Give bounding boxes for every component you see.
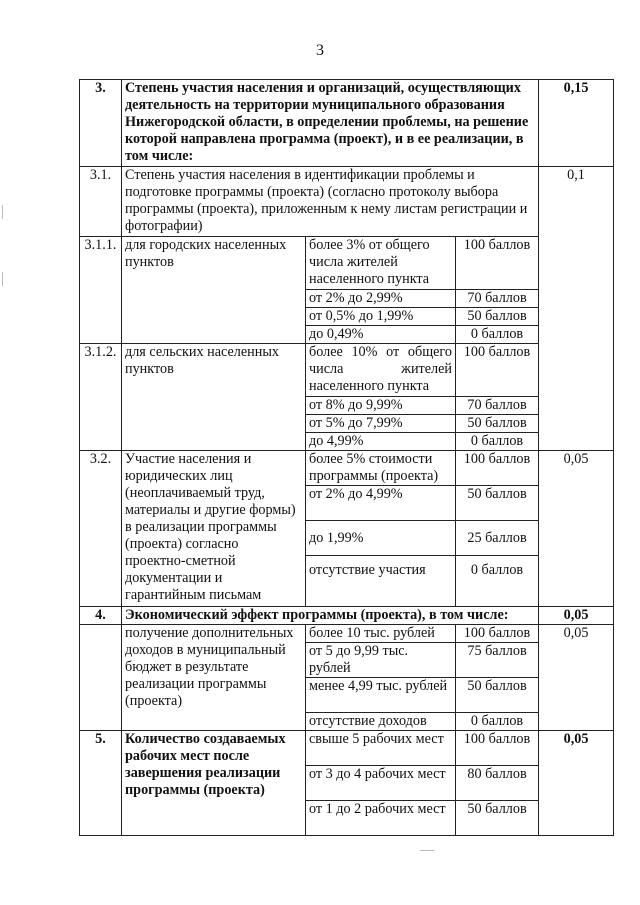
points-cell: 50 баллов	[456, 415, 539, 433]
section-weight: 0,15	[539, 80, 614, 167]
section-weight: 0,05	[539, 731, 614, 836]
section-number: 3.	[80, 80, 122, 167]
item-number: 3.2.	[80, 451, 122, 607]
condition-cell: более 3% от общего числа жителей населенного пункта	[306, 237, 456, 290]
points-cell: 0 баллов	[456, 713, 539, 731]
points-cell: 50 баллов	[456, 486, 539, 521]
points-cell: 0 баллов	[456, 326, 539, 344]
points-cell: 100 баллов	[456, 344, 539, 397]
table-row	[80, 237, 614, 290]
condition-cell: более 5% стоимости программы (проекта)	[306, 451, 456, 486]
points-cell: 100 баллов	[456, 731, 539, 766]
scan-mark	[2, 205, 3, 219]
condition-cell: от 2% до 2,99%	[306, 290, 456, 308]
section-number: 3.1.	[80, 167, 122, 237]
condition-cell: до 1,99%	[306, 521, 456, 556]
section-title: Количество создаваемых рабочих мест после завершения реализации программы (проекта)	[122, 731, 306, 836]
condition-cell: от 1 до 2 рабочих мест	[306, 801, 456, 836]
scan-mark	[2, 272, 3, 286]
condition-cell: менее 4,99 тыс. рублей	[306, 678, 456, 713]
condition-cell: свыше 5 рабочих мест	[306, 731, 456, 766]
points-cell: 80 баллов	[456, 766, 539, 801]
condition-cell: до 0,49%	[306, 326, 456, 344]
table-row	[80, 731, 614, 766]
page-number: 3	[316, 42, 324, 59]
points-cell: 100 баллов	[456, 625, 539, 643]
item-label: получение дополнительных доходов в муниципальный бюджет в результате реализации программы (проекта)	[122, 625, 306, 731]
points-cell: 25 баллов	[456, 521, 539, 556]
item-weight: 0,05	[539, 625, 614, 731]
criteria-table	[79, 79, 614, 836]
item-label: Участие населения и юридических лиц (неоплачиваемый труд, материалы и другие формы) в реализации программы (проекта) согласно проектно-сметной документации и гарантийным письмам	[122, 451, 306, 607]
section-number: 5.	[80, 731, 122, 836]
scan-mark	[420, 850, 434, 851]
points-cell: 0 баллов	[456, 556, 539, 607]
condition-cell: от 2% до 4,99%	[306, 486, 456, 521]
condition-cell: до 4,99%	[306, 433, 456, 451]
table-row	[80, 607, 614, 625]
section-number: 4.	[80, 607, 122, 625]
points-cell: 100 баллов	[456, 237, 539, 290]
points-cell: 70 баллов	[456, 397, 539, 415]
condition-cell: от 3 до 4 рабочих мест	[306, 766, 456, 801]
item-weight: 0,05	[539, 451, 614, 607]
condition-cell: более 10% от общего числа жителей населенного пункта	[306, 344, 456, 397]
condition-cell: от 5% до 7,99%	[306, 415, 456, 433]
points-cell: 70 баллов	[456, 290, 539, 308]
section-title: Степень участия населения в идентификации проблемы и подготовке программы (проекта) (согласно протоколу выбора программы (проекта), приложенным к нему листам регистрации и фотографии)	[122, 167, 539, 237]
item-label: для сельских населенных пунктов	[122, 344, 306, 451]
table-row	[80, 625, 614, 643]
section-weight: 0,05	[539, 607, 614, 625]
section-title: Степень участия населения и организаций, осуществляющих деятельность на территории муниципального образования Нижегородской области, в определении проблемы, на решение которой направлена программа (проект), и в ее реализации, в том числе:	[122, 80, 539, 167]
item-number: 3.1.1.	[80, 237, 122, 344]
points-cell: 0 баллов	[456, 433, 539, 451]
table-row	[80, 344, 614, 397]
condition-cell: от 0,5% до 1,99%	[306, 308, 456, 326]
points-cell: 50 баллов	[456, 308, 539, 326]
points-cell: 100 баллов	[456, 451, 539, 486]
condition-cell: отсутствие доходов	[306, 713, 456, 731]
table-row	[80, 451, 614, 486]
table-row	[80, 167, 614, 237]
condition-cell: от 8% до 9,99%	[306, 397, 456, 415]
item-label: для городских населенных пунктов	[122, 237, 306, 344]
points-cell: 75 баллов	[456, 643, 539, 678]
condition-cell: отсутствие участия	[306, 556, 456, 607]
empty-cell	[80, 625, 122, 731]
section-weight: 0,1	[539, 167, 614, 451]
table-row	[80, 80, 614, 167]
section-title: Экономический эффект программы (проекта), в том числе:	[122, 607, 539, 625]
points-cell: 50 баллов	[456, 801, 539, 836]
condition-cell: от 5 до 9,99 тыс. рублей	[306, 643, 456, 678]
item-number: 3.1.2.	[80, 344, 122, 451]
points-cell: 50 баллов	[456, 678, 539, 713]
condition-cell: более 10 тыс. рублей	[306, 625, 456, 643]
